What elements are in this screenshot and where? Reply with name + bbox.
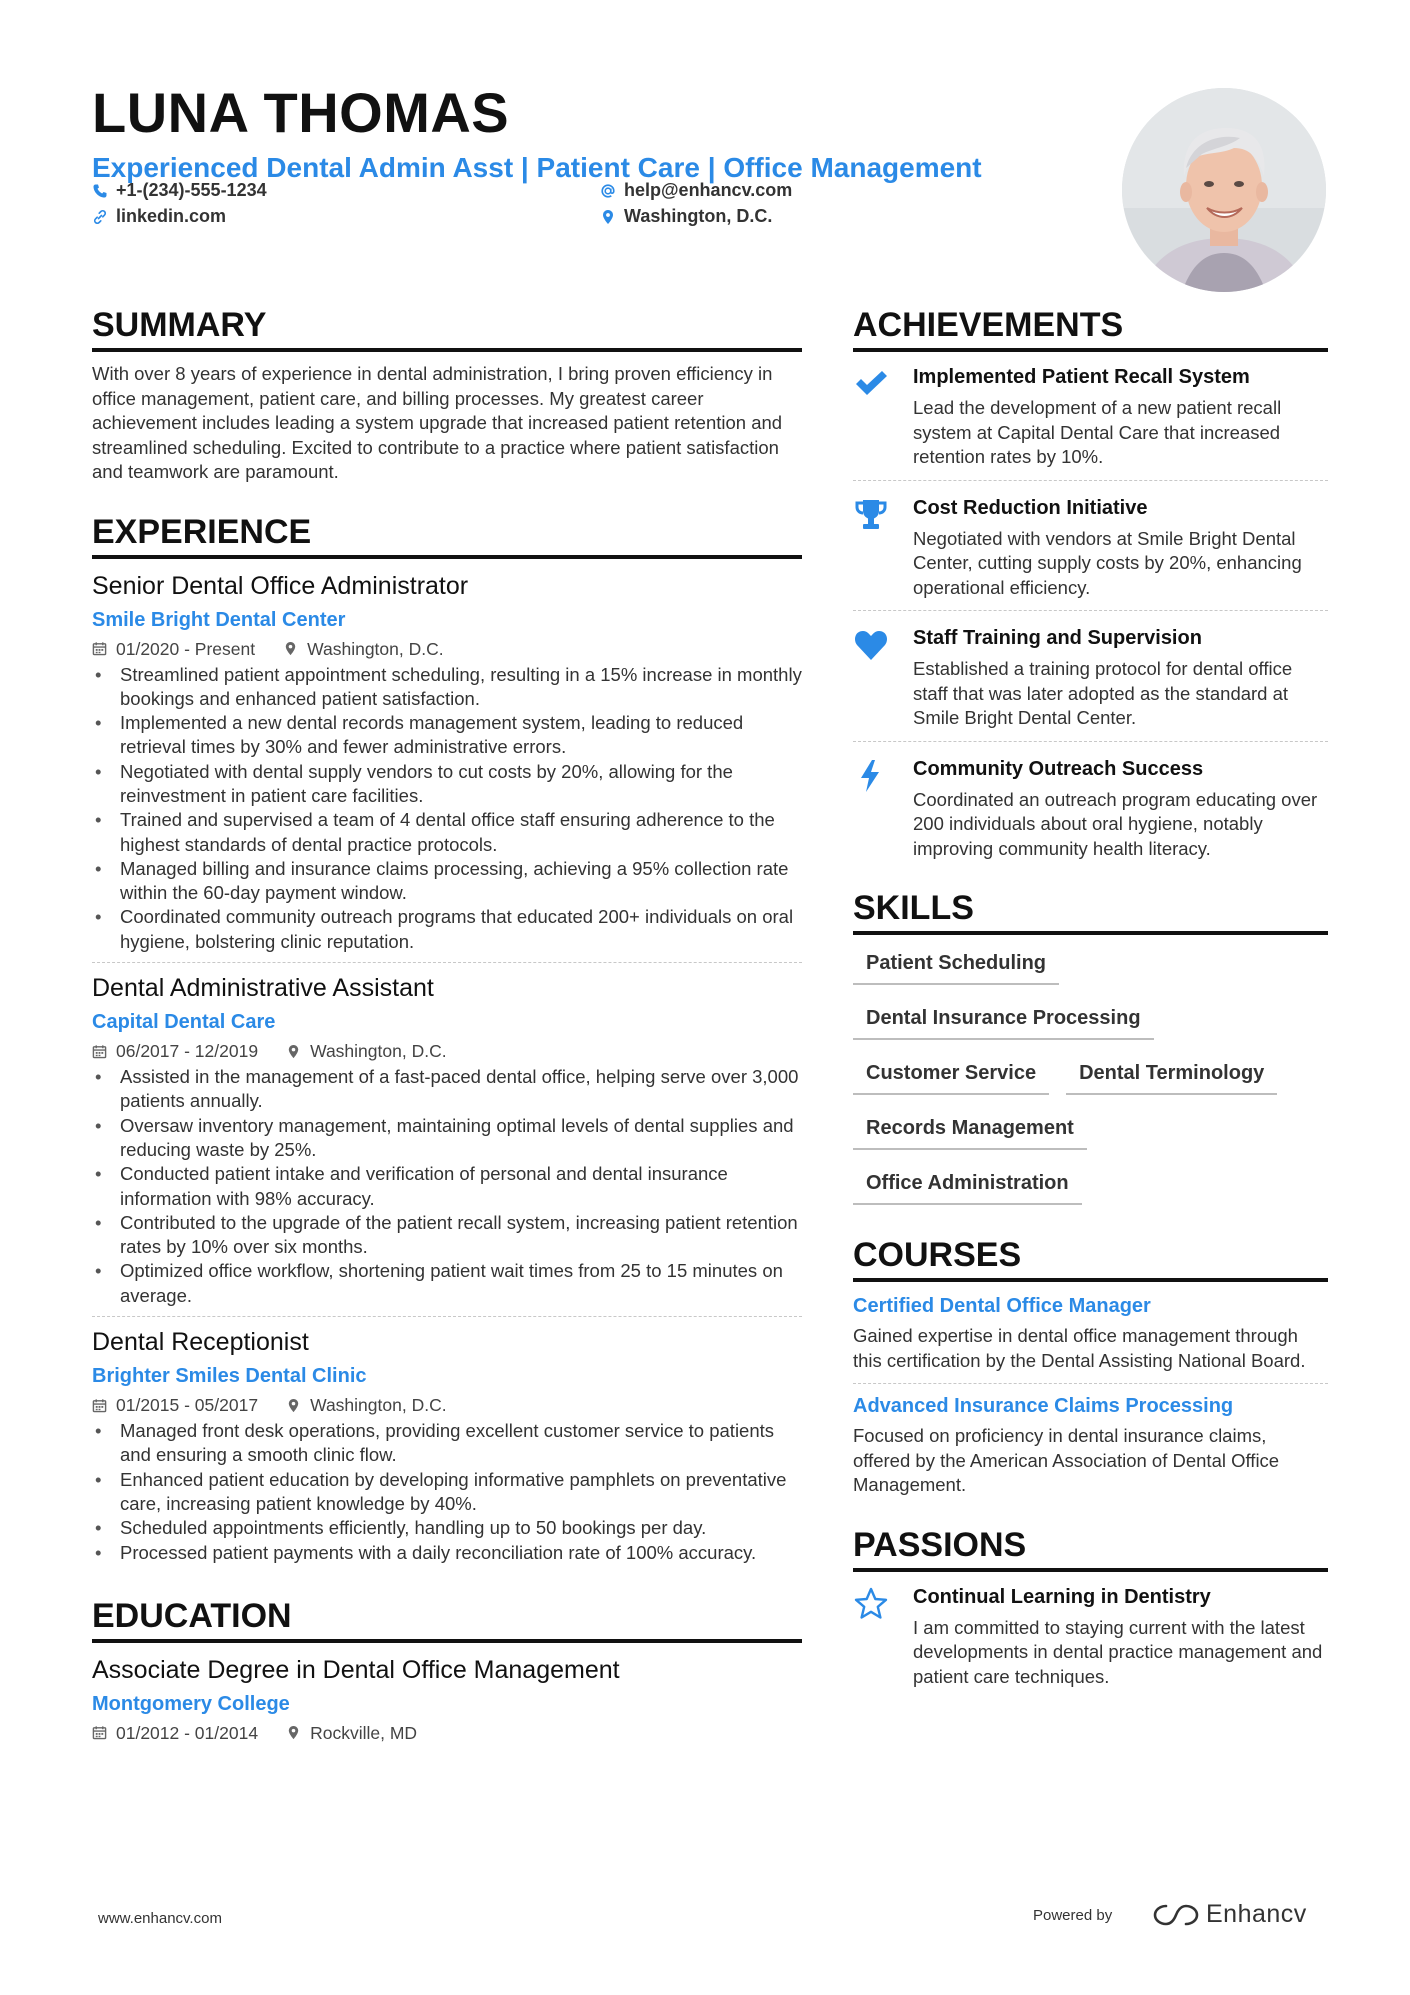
achievement-text: Lead the development of a new patient recall system at Capital Dental Care that increased retention rates by 10%. bbox=[913, 397, 1282, 467]
checkmark-icon bbox=[853, 366, 889, 402]
course-title: Certified Dental Office Manager bbox=[853, 1295, 1151, 1317]
resume-header bbox=[92, 78, 1092, 186]
left-column bbox=[92, 304, 802, 1747]
job-company: Brighter Smiles Dental Clinic bbox=[92, 1365, 367, 1388]
calendar-icon bbox=[92, 1398, 107, 1413]
bullet-item: • Managed front desk operations, providing excellent customer service to patients and ensuring a smooth clinic flow. bbox=[92, 1419, 802, 1468]
skill-tag: Dental Insurance Processing bbox=[853, 1000, 1154, 1040]
achievement-title: Cost Reduction Initiative bbox=[913, 496, 1148, 519]
job-dates: 06/2017 - 12/2019 bbox=[116, 1041, 259, 1062]
bullet-item: • Enhanced patient education by developing informative pamphlets on preventative care, increasing patient knowledge by 40%. bbox=[92, 1468, 802, 1517]
enhancv-logo-text: Enhancv bbox=[1206, 1900, 1307, 1928]
job-location: Washington, D.C. bbox=[310, 1395, 447, 1416]
calendar-icon bbox=[92, 641, 107, 656]
job-bullets bbox=[92, 663, 802, 955]
profile-photo bbox=[1122, 88, 1326, 292]
divider bbox=[853, 1383, 1328, 1384]
achievements-heading: ACHIEVEMENTS bbox=[853, 304, 1328, 352]
lightning-icon bbox=[853, 758, 889, 794]
course-text: Gained expertise in dental office management through this certification by the Dental Assisting National Board. bbox=[853, 1325, 1306, 1371]
skills-heading: SKILLS bbox=[853, 887, 1328, 935]
bullet-item: • Optimized office workflow, shortening patient wait times from 25 to 15 minutes on average. bbox=[92, 1259, 802, 1308]
divider bbox=[853, 480, 1328, 481]
course-title: Advanced Insurance Claims Processing bbox=[853, 1395, 1234, 1417]
bullet-item: • Oversaw inventory management, maintaining optimal levels of dental supplies and reducing waste by 25%. bbox=[92, 1114, 802, 1163]
bullet-item: • Coordinated community outreach programs that educated 200+ individuals on oral hygiene, bolstering clinic reputation. bbox=[92, 905, 802, 954]
passion-item bbox=[853, 1582, 1328, 1690]
divider bbox=[92, 962, 802, 963]
trophy-icon bbox=[853, 497, 889, 533]
bullet-item: • Contributed to the upgrade of the patient recall system, increasing patient retention rates by 10% over six months. bbox=[92, 1211, 802, 1260]
phone-icon bbox=[92, 183, 108, 199]
heart-icon bbox=[853, 627, 889, 663]
location-text: Washington, D.C. bbox=[624, 206, 773, 226]
job-title: Senior Dental Office Administrator bbox=[92, 571, 469, 600]
bullet-item: • Conducted patient intake and verification of personal and dental insurance information with 98% accuracy. bbox=[92, 1162, 802, 1211]
location-pin-icon bbox=[600, 209, 616, 225]
achievement-item bbox=[853, 362, 1328, 470]
job-dates: 01/2020 - Present bbox=[116, 638, 256, 659]
bullet-item: • Scheduled appointments efficiently, handling up to 50 bookings per day. bbox=[92, 1516, 802, 1540]
link-icon bbox=[92, 209, 108, 225]
experience-entry-3 bbox=[92, 1325, 802, 1565]
location-pin-icon bbox=[286, 1398, 301, 1413]
enhancv-logo[interactable] bbox=[1152, 1900, 1307, 1929]
job-meta bbox=[92, 1391, 802, 1419]
course-item bbox=[853, 1392, 1328, 1498]
bullet-item: • Streamlined patient appointment scheduling, resulting in a 15% increase in monthly bookings and enhanced patient satisfaction. bbox=[92, 663, 802, 712]
divider bbox=[853, 610, 1328, 611]
achievement-text: Coordinated an outreach program educating over 200 individuals about oral hygiene, notably improving community health literacy. bbox=[913, 788, 1318, 859]
at-icon bbox=[600, 183, 616, 199]
location-pin-icon bbox=[283, 641, 298, 656]
experience-entry-1 bbox=[92, 569, 802, 955]
education-meta bbox=[92, 1719, 802, 1747]
skill-tag: Patient Scheduling bbox=[853, 945, 1059, 985]
education-dates: 01/2012 - 01/2014 bbox=[116, 1722, 259, 1743]
skill-tag: Records Management bbox=[853, 1110, 1087, 1150]
achievement-title: Staff Training and Supervision bbox=[913, 627, 1202, 649]
summary-text: With over 8 years of experience in dental administration, I bring proven efficiency in office management, patient care, and billing processes. My greatest career achievement includes leading a system upgrade that increased patient retention and streamlined scheduling. Excited to contribute to a practice where patient satisfaction and teamwork are paramount. bbox=[92, 363, 783, 482]
candidate-headline: Experienced Dental Admin Asst | Patient Care | Office Management bbox=[92, 152, 982, 183]
skills-list bbox=[853, 945, 1328, 1220]
right-column bbox=[853, 304, 1328, 1689]
enhancv-logo-icon bbox=[1152, 1902, 1200, 1928]
job-location: Washington, D.C. bbox=[307, 638, 444, 659]
divider bbox=[853, 741, 1328, 742]
location-pin-icon bbox=[286, 1044, 301, 1059]
contact-email[interactable] bbox=[600, 180, 792, 201]
bullet-item: • Implemented a new dental records management system, leading to reduced retrieval times by 30% and fewer administrative errors. bbox=[92, 711, 802, 760]
star-icon bbox=[853, 1586, 889, 1622]
job-dates: 01/2015 - 05/2017 bbox=[116, 1395, 259, 1416]
job-bullets bbox=[92, 1419, 802, 1565]
achievement-title: Community Outreach Success bbox=[913, 757, 1204, 780]
passion-title: Continual Learning in Dentistry bbox=[913, 1585, 1211, 1608]
job-bullets bbox=[92, 1065, 802, 1308]
calendar-icon bbox=[92, 1725, 107, 1740]
passions-heading: PASSIONS bbox=[853, 1524, 1328, 1572]
contact-linkedin[interactable] bbox=[92, 206, 226, 227]
skill-tag: Customer Service bbox=[853, 1055, 1049, 1095]
divider bbox=[92, 1316, 802, 1317]
skill-tag: Dental Terminology bbox=[1066, 1055, 1277, 1095]
candidate-name: LUNA THOMAS bbox=[92, 81, 510, 144]
phone-text: +1-(234)-555-1234 bbox=[116, 180, 267, 200]
courses-heading: COURSES bbox=[853, 1234, 1328, 1282]
job-title: Dental Administrative Assistant bbox=[92, 974, 434, 1003]
contact-phone[interactable] bbox=[92, 180, 267, 201]
achievement-title: Implemented Patient Recall System bbox=[913, 366, 1250, 388]
course-item bbox=[853, 1292, 1328, 1373]
education-entry bbox=[92, 1653, 802, 1747]
summary-heading: SUMMARY bbox=[92, 304, 802, 352]
job-company: Smile Bright Dental Center bbox=[92, 608, 346, 631]
achievement-text: Negotiated with vendors at Smile Bright Dental Center, cutting supply costs by 20%, enhancing operational efficiency. bbox=[913, 527, 1302, 598]
skill-tag: Office Administration bbox=[853, 1165, 1082, 1205]
experience-heading: EXPERIENCE bbox=[92, 511, 802, 559]
job-meta bbox=[92, 1037, 802, 1065]
footer-powered-by: Powered by bbox=[1033, 1907, 1113, 1924]
calendar-icon bbox=[92, 1044, 107, 1059]
achievement-item bbox=[853, 623, 1328, 731]
bullet-item: • Managed billing and insurance claims processing, achieving a 95% collection rate within the 60-day payment window. bbox=[92, 857, 802, 906]
education-heading: EDUCATION bbox=[92, 1595, 802, 1643]
bullet-item: • Assisted in the management of a fast-paced dental office, helping serve over 3,000 patients annually. bbox=[92, 1065, 802, 1114]
achievement-item bbox=[853, 493, 1328, 601]
email-text: help@enhancv.com bbox=[624, 180, 793, 200]
job-meta bbox=[92, 635, 802, 663]
bullet-item: • Trained and supervised a team of 4 dental office staff ensuring adherence to the highest standards of dental practice protocols. bbox=[92, 808, 802, 857]
bullet-item: • Processed patient payments with a daily reconciliation rate of 100% accuracy. bbox=[92, 1541, 802, 1565]
footer-website[interactable]: www.enhancv.com bbox=[98, 1910, 222, 1927]
school-name: Montgomery College bbox=[92, 1692, 290, 1715]
passion-text: I am committed to staying current with the latest developments in dental practice management and patient care techniques. bbox=[913, 1616, 1323, 1687]
experience-entry-2 bbox=[92, 971, 802, 1308]
job-company: Capital Dental Care bbox=[92, 1011, 276, 1034]
achievement-item bbox=[853, 754, 1328, 862]
degree-title: Associate Degree in Dental Office Management bbox=[92, 1655, 620, 1684]
contact-location bbox=[600, 206, 772, 227]
linkedin-text: linkedin.com bbox=[116, 206, 227, 226]
bullet-item: • Negotiated with dental supply vendors to cut costs by 20%, allowing for the reinvestment in patient care facilities. bbox=[92, 760, 802, 809]
course-text: Focused on proficiency in dental insurance claims, offered by the American Association of Dental Office Management. bbox=[853, 1425, 1280, 1495]
job-title: Dental Receptionist bbox=[92, 1328, 309, 1357]
education-location: Rockville, MD bbox=[310, 1722, 418, 1743]
job-location: Washington, D.C. bbox=[310, 1041, 447, 1062]
location-pin-icon bbox=[286, 1725, 301, 1740]
achievement-text: Established a training protocol for dental office staff that was later adopted as the standard at Smile Bright Dental Center. bbox=[913, 658, 1293, 728]
